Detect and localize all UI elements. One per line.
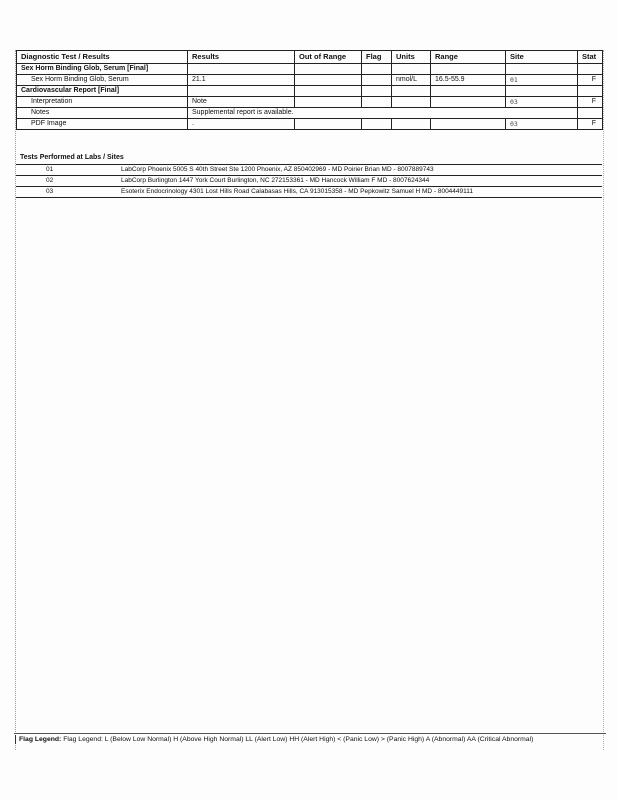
test-name: Sex Horm Binding Glob, Serum [17,75,188,86]
header-flag: Flag [362,51,392,64]
notes-label: Notes [17,108,188,119]
table-header-row [17,51,603,64]
stat-value: F [578,119,603,130]
table-row [17,75,603,86]
flag-legend [14,733,606,746]
result-value: Note [188,97,295,108]
header-stat: Stat [578,51,603,64]
header-units: Units [392,51,431,64]
lab-code: 02 [46,177,54,184]
lab-details: Esoterix Endocrinology 4301 Lost Hills Road Calabasas Hills, CA 913015358 - MD Pepkowitz Samuel H MD - 8004449111 [121,188,474,195]
lab-row [16,176,602,187]
pdf-label: PDF Image [17,119,188,130]
section-title: Sex Horm Binding Glob, Serum [Final] [17,64,188,75]
pdf-row [17,119,603,130]
lab-code: 01 [46,166,54,173]
flag-value [362,97,392,108]
units-value [392,97,431,108]
stat-value: F [578,75,603,86]
lab-details: LabCorp Phoenix 5005 S 40th Street Ste 1200 Phoenix, AZ 850402969 - MD Poirier Brian MD - 8007889743 [121,166,434,173]
legend-left-bar [15,735,16,744]
header-diagnostic-test: Diagnostic Test / Results [17,51,188,64]
notes-text: Supplemental report is available. [188,108,578,119]
out-of-range-value [295,97,362,108]
header-out-of-range: Out of Range [295,51,362,64]
units-value: nmol/L [392,75,431,86]
pdf-result: . [188,119,295,130]
test-name: Interpretation [17,97,188,108]
lab-row [16,165,602,176]
flag-legend-label: Flag Legend: [19,736,62,743]
header-results: Results [188,51,295,64]
lab-row [16,187,602,198]
labs-sites-section [16,152,602,198]
section-title: Cardiovascular Report [Final] [17,86,188,97]
section-row [17,86,603,97]
flag-value [362,75,392,86]
header-site: Site [506,51,578,64]
notes-row [17,108,603,119]
site-value: 01 [506,75,578,86]
results-table [16,50,603,130]
range-value [431,97,506,108]
labs-header: Tests Performed at Labs / Sites [16,152,602,165]
site-value: 03 [506,97,578,108]
site-value: 03 [506,119,578,130]
stat-value: F [578,97,603,108]
page-right-border [603,50,604,750]
lab-details: LabCorp Burlington 1447 York Court Burlington, NC 272153361 - MD Hancock William F MD - 8007624344 [121,177,430,184]
flag-legend-text: Flag Legend: L (Below Low Normal) H (Above High Normal) LL (Alert Low) HH (Alert High) < (Panic Low) > (Panic High) A (Abnormal) AA (Critical Abnormal) [63,736,534,743]
lab-code: 03 [46,188,54,195]
out-of-range-value [295,75,362,86]
section-row [17,64,603,75]
table-row [17,97,603,108]
range-value: 16.5-55.9 [431,75,506,86]
result-value: 21.1 [188,75,295,86]
header-range: Range [431,51,506,64]
